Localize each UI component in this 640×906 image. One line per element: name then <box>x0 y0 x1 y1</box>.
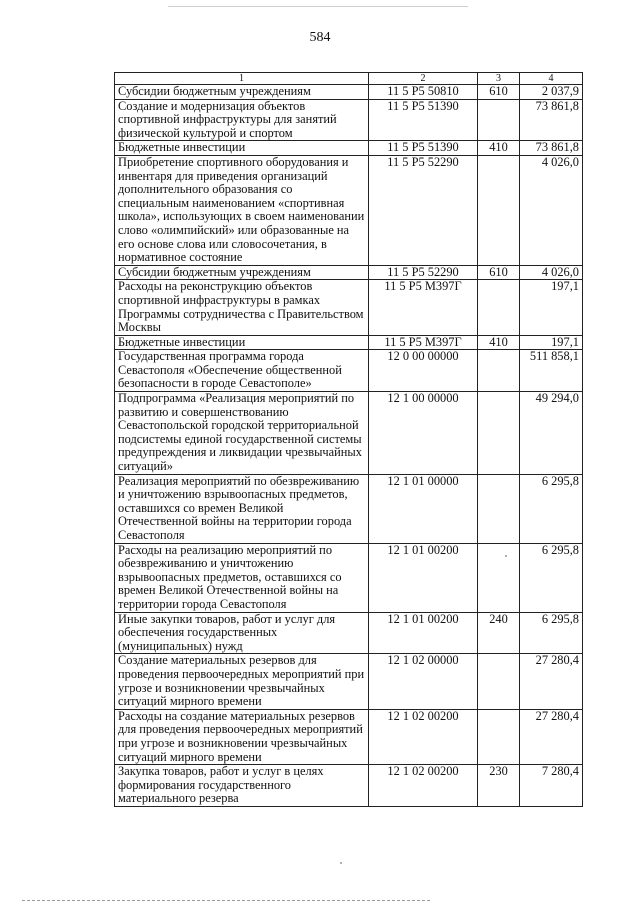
table-row <box>115 141 583 156</box>
row-type-cell <box>478 543 520 612</box>
row-amount-cell: 4 026,0 <box>520 155 583 265</box>
table-row <box>115 350 583 392</box>
header-cell-1: 1 <box>115 73 369 85</box>
header-cell-3: 3 <box>478 73 520 85</box>
table-header-row <box>115 73 583 85</box>
table-row <box>115 85 583 100</box>
table-row <box>115 612 583 654</box>
row-code-cell: 12 1 00 00000 <box>369 392 478 475</box>
row-amount-cell: 73 861,8 <box>520 141 583 156</box>
row-type-cell <box>478 155 520 265</box>
row-code-cell: 12 1 01 00000 <box>369 474 478 543</box>
scan-speck <box>505 555 507 557</box>
row-type-cell: 610 <box>478 85 520 100</box>
row-name-cell: Бюджетные инвестиции <box>115 335 369 350</box>
row-name-cell: Приобретение спортивного оборудования и инвентаря для приведения организаций дополнительного образования со специальным наименованием «спортивная школа», использующих в своем наименовании слово «олимпийский» или образованные на его основе слова или словосочетания, в нормативное состояние <box>115 155 369 265</box>
row-amount-cell: 2 037,9 <box>520 85 583 100</box>
budget-table <box>114 72 583 807</box>
table-row <box>115 155 583 265</box>
header-cell-4: 4 <box>520 73 583 85</box>
scan-edge-line <box>168 6 468 7</box>
table-row <box>115 99 583 141</box>
row-amount-cell: 27 280,4 <box>520 709 583 764</box>
row-code-cell: 12 1 01 00200 <box>369 543 478 612</box>
row-name-cell: Государственная программа города Севастополя «Обеспечение общественной безопасности в городе Севастополе» <box>115 350 369 392</box>
table-row <box>115 654 583 709</box>
row-amount-cell: 197,1 <box>520 335 583 350</box>
scan-bottom-line <box>22 900 430 901</box>
row-amount-cell: 4 026,0 <box>520 265 583 280</box>
row-type-cell: 240 <box>478 612 520 654</box>
row-amount-cell: 7 280,4 <box>520 765 583 807</box>
row-name-cell: Расходы на реконструкцию объектов спортивной инфраструктуры в рамках Программы сотрудничества с Правительством Москвы <box>115 280 369 335</box>
row-code-cell: 12 1 02 00200 <box>369 765 478 807</box>
row-code-cell: 11 5 Р5 М397Г <box>369 335 478 350</box>
table-row <box>115 335 583 350</box>
row-name-cell: Расходы на реализацию мероприятий по обезвреживанию и уничтожению взрывоопасных предметов, оставшихся со времен Великой Отечественной войны на территории города Севастополя <box>115 543 369 612</box>
row-name-cell: Закупка товаров, работ и услуг в целях формирования государственного материального резерва <box>115 765 369 807</box>
row-amount-cell: 73 861,8 <box>520 99 583 141</box>
row-code-cell: 12 1 02 00200 <box>369 709 478 764</box>
row-name-cell: Субсидии бюджетным учреждениям <box>115 265 369 280</box>
row-type-cell: 230 <box>478 765 520 807</box>
row-type-cell <box>478 474 520 543</box>
row-code-cell: 12 1 01 00200 <box>369 612 478 654</box>
row-code-cell: 12 0 00 00000 <box>369 350 478 392</box>
row-code-cell: 11 5 Р5 52290 <box>369 155 478 265</box>
row-name-cell: Иные закупки товаров, работ и услуг для обеспечения государственных (муниципальных) нужд <box>115 612 369 654</box>
row-amount-cell: 49 294,0 <box>520 392 583 475</box>
page-number: 584 <box>309 30 331 45</box>
table-row <box>115 543 583 612</box>
header-cell-2: 2 <box>369 73 478 85</box>
row-code-cell: 11 5 Р5 М397Г <box>369 280 478 335</box>
row-type-cell <box>478 392 520 475</box>
row-name-cell: Расходы на создание материальных резервов для проведения первоочередных мероприятий при угрозе и возникновении чрезвычайных ситуаций мирного времени <box>115 709 369 764</box>
row-type-cell: 410 <box>478 141 520 156</box>
row-type-cell <box>478 350 520 392</box>
table-row <box>115 709 583 764</box>
row-amount-cell: 6 295,8 <box>520 612 583 654</box>
table-row <box>115 392 583 475</box>
table-row <box>115 765 583 807</box>
row-type-cell <box>478 99 520 141</box>
row-amount-cell: 27 280,4 <box>520 654 583 709</box>
row-amount-cell: 511 858,1 <box>520 350 583 392</box>
row-code-cell: 12 1 02 00000 <box>369 654 478 709</box>
row-name-cell: Создание материальных резервов для проведения первоочередных мероприятий при угрозе и возникновении чрезвычайных ситуаций мирного времени <box>115 654 369 709</box>
row-code-cell: 11 5 Р5 51390 <box>369 99 478 141</box>
row-code-cell: 11 5 Р5 51390 <box>369 141 478 156</box>
row-type-cell: 610 <box>478 265 520 280</box>
table-row <box>115 265 583 280</box>
table-row <box>115 280 583 335</box>
row-type-cell: 410 <box>478 335 520 350</box>
row-type-cell <box>478 280 520 335</box>
table-row <box>115 474 583 543</box>
row-code-cell: 11 5 Р5 52290 <box>369 265 478 280</box>
row-amount-cell: 6 295,8 <box>520 543 583 612</box>
row-amount-cell: 197,1 <box>520 280 583 335</box>
row-type-cell <box>478 654 520 709</box>
row-type-cell <box>478 709 520 764</box>
row-name-cell: Подпрограмма «Реализация мероприятий по развитию и совершенствованию Севастопольской городской территориальной подсистемы единой государственной системы предупреждения и ликвидации чрезвычайных ситуаций» <box>115 392 369 475</box>
row-code-cell: 11 5 Р5 50810 <box>369 85 478 100</box>
scan-speck <box>340 862 342 864</box>
row-amount-cell: 6 295,8 <box>520 474 583 543</box>
row-name-cell: Субсидии бюджетным учреждениям <box>115 85 369 100</box>
row-name-cell: Реализация мероприятий по обезвреживанию и уничтожению взрывоопасных предметов, оставшихся со времен Великой Отечественной войны на территории города Севастополя <box>115 474 369 543</box>
row-name-cell: Создание и модернизация объектов спортивной инфраструктуры для занятий физической культурой и спортом <box>115 99 369 141</box>
row-name-cell: Бюджетные инвестиции <box>115 141 369 156</box>
